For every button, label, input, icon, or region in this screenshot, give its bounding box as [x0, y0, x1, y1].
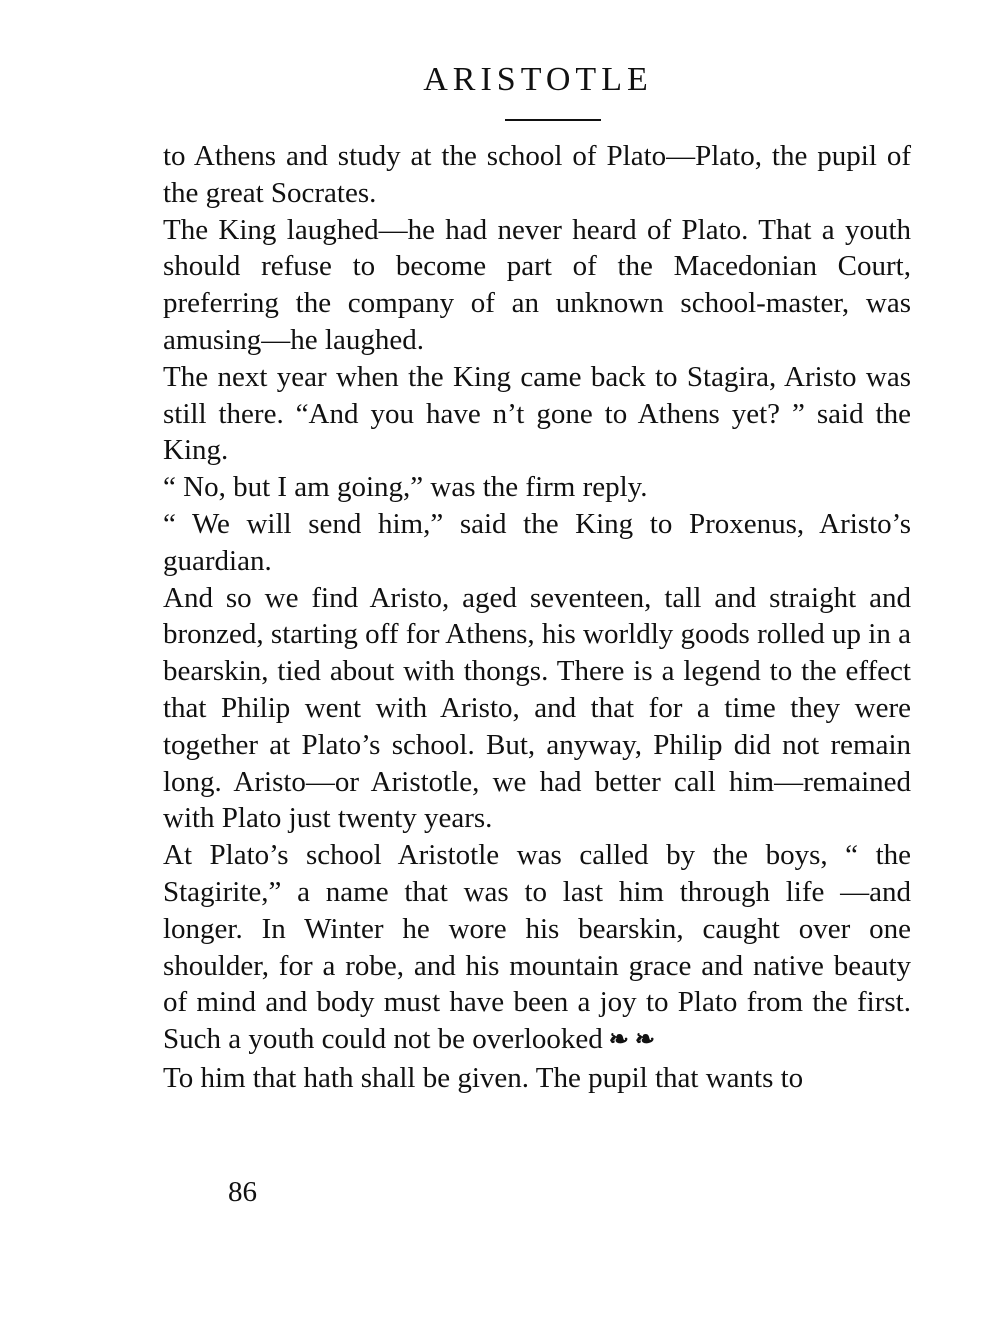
paragraph: “ We will send him,” said the King to Proxenus, Aristo’s guardian. [163, 507, 911, 577]
paragraph: The next year when the King came back to Stagira, Aristo was still there. “And you have n’t gone to Athens yet? ” said the King. [163, 360, 911, 467]
page-number: 86 [228, 1176, 257, 1208]
paragraph [163, 837, 911, 1060]
paragraph: The King laughed—he had never heard of Plato. That a youth should refuse to become part of the Macedonian Court, preferring the company of an unknown school-master, was amusing—he laughed. [163, 213, 911, 356]
paragraph: to Athens and study at the school of Plato—Plato, the pupil of the great Socrates. [163, 140, 911, 209]
paragraph: “ No, but I am going,” was the firm reply. [163, 471, 648, 504]
running-title: ARISTOTLE [423, 61, 653, 98]
paragraph-text: At Plato’s school Aristotle was called by the boys, “ the Stagirite,” a name that was to last him through life —and longer. In Winter he wore his bearskin, caught over one shoulder, for a robe, and his mountain grace and native beauty of mind and body must have been a joy to Plato from the first. Such a youth could not be overlooked [163, 839, 911, 1056]
body-text [163, 138, 911, 1097]
paragraph: To him that hath shall be given. The pupil that wants to [163, 1061, 804, 1094]
ornament-leaf-icon: ❧ ❧ [608, 1027, 655, 1054]
paragraph: And so we find Aristo, aged seventeen, tall and straight and bronzed, starting off for Athens, his worldly goods rolled up in a bearskin, tied about with thongs. There is a legend to the effect that Philip went with Aristo, and that for a time they were together at Plato’s school. But, anyway, Philip did not remain long. Aristo—or Aristotle, we had better call him—remained with Plato just twenty years. [163, 581, 911, 835]
title-rule [505, 119, 601, 121]
